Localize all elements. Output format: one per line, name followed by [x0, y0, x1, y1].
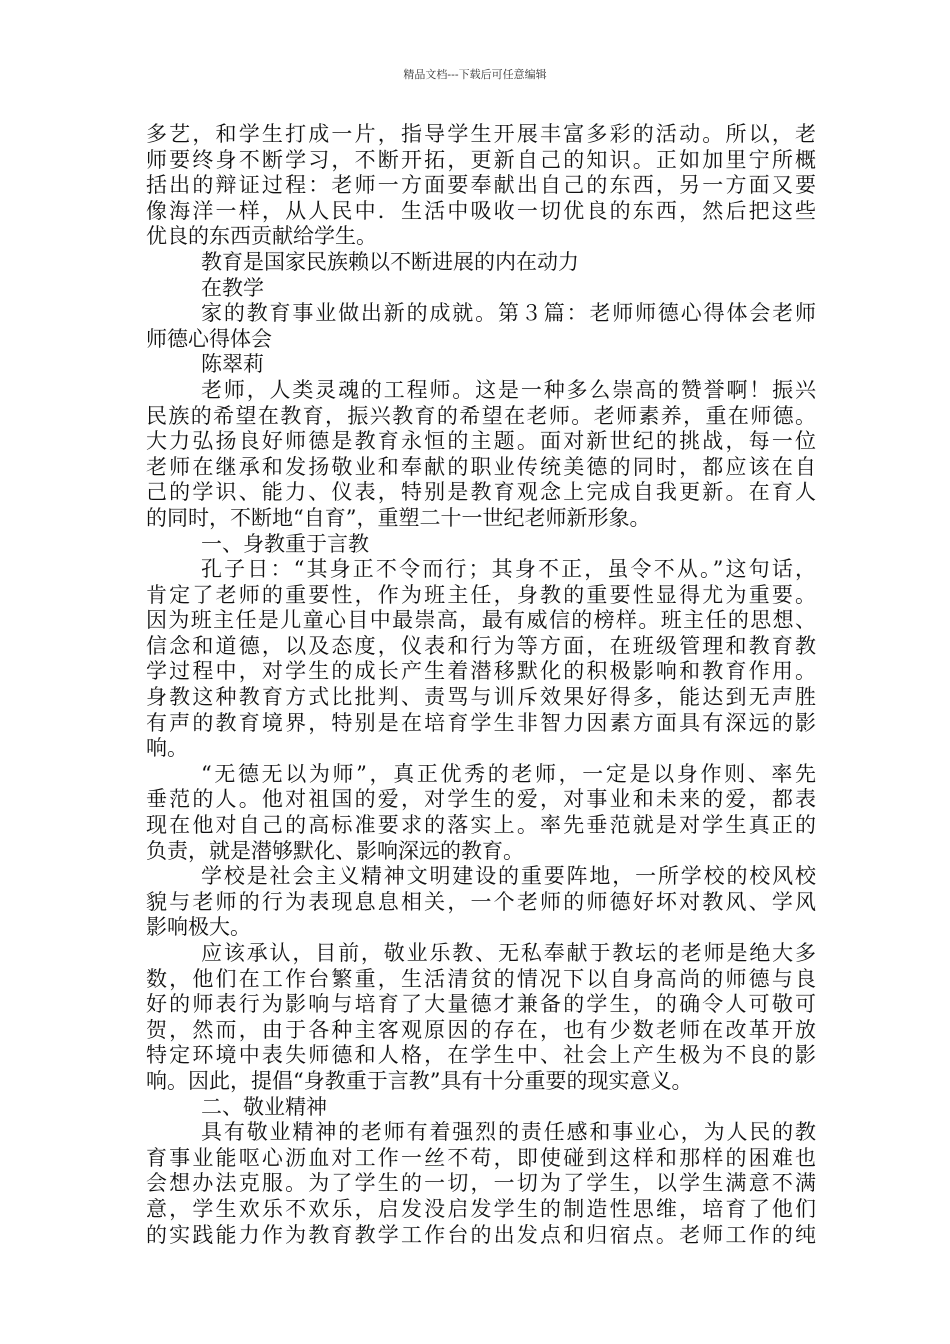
text-line: 响。 [146, 736, 188, 761]
text-line: 一、身教重于言教 [201, 531, 369, 556]
text-line: 的同时，不断地“自育”，重塑二十一世纪老师新形象。 [146, 505, 651, 530]
text-line: 意，学生欢乐不欢乐，启发没启发学生的制造性思维，培育了他们 [146, 1196, 816, 1221]
text-line: 二、敬业精神 [201, 1094, 327, 1119]
text-line: 影响极大。 [146, 915, 251, 940]
text-line: 师德心得体会 [146, 326, 272, 351]
text-line: 特定环境中表失师德和人格，在学生中、社会上产生极为不良的影 [146, 1043, 816, 1068]
page-header: 精品文档---下载后可任意编辑 [403, 68, 547, 81]
document-body [146, 122, 816, 1248]
text-line: 垂范的人。他对祖国的爱，对学生的爱，对事业和未来的爱，都表 [146, 787, 816, 812]
text-line: “无德无以为师”，真正优秀的老师，一定是以身作则、率先 [201, 761, 816, 786]
text-line: 大力弘扬良好师德是教育永恒的主题。面对新世纪的挑战，每一位 [146, 429, 816, 454]
text-line: 教育是国家民族赖以不断进展的内在动力 [201, 249, 579, 274]
text-line: 老师在继承和发扬敬业和奉献的职业传统美德的同时，都应该在自 [146, 454, 816, 479]
text-line: 貌与老师的行为表现息息相关，一个老师的师德好坏对教风、学风 [146, 889, 816, 914]
text-line: 好的师表行为影响与培育了大量德才兼备的学生，的确令人可敬可 [146, 992, 816, 1017]
text-line: 学过程中，对学生的成长产生着潜移默化的积极影响和教育作用。 [146, 659, 816, 684]
text-line: 学校是社会主义精神文明建设的重要阵地，一所学校的校风校 [201, 864, 816, 889]
text-line: 贺，然而，由于各种主客观原因的存在，也有少数老师在改革开放 [146, 1017, 816, 1042]
text-line: 肯定了老师的重要性，作为班主任，身教的重要性显得尤为重要。 [146, 582, 816, 607]
text-line: 有声的教育境界，特别是在培育学生非智力因素方面具有深远的影 [146, 710, 816, 735]
text-line: 陈翠莉 [201, 352, 264, 377]
text-line: 身教这种教育方式比批判、责骂与训斥效果好得多，能达到无声胜 [146, 685, 816, 710]
text-line: 会想办法克服。为了学生的一切，一切为了学生，以学生满意不满 [146, 1171, 816, 1196]
text-line: 多艺，和学生打成一片，指导学生开展丰富多彩的活动。所以，老 [146, 122, 816, 146]
text-line: 孔子日：“其身正不令而行；其身不正，虽令不从。”这句话， [201, 557, 816, 582]
text-line: 数，他们在工作台繁重，生活清贫的情况下以自身高尚的师德与良 [146, 966, 816, 991]
text-line: 在教学 [201, 275, 264, 300]
text-line: 老师，人类灵魂的工程师。这是一种多么崇高的赞誉啊！振兴 [201, 377, 816, 402]
text-line: 应该承认，目前，敬业乐教、无私奉献于教坛的老师是绝大多 [201, 941, 816, 965]
text-line: 优良的东西贡献给学生。 [146, 224, 377, 249]
text-line: 己的学识、能力、仪表，特别是教育观念上完成自我更新。在育人 [146, 480, 816, 505]
text-line: 民族的希望在教育，振兴教育的希望在老师。老师素养，重在师德。 [146, 403, 816, 428]
text-line: 的实践能力作为教育教学工作台的出发点和归宿点。老师工作的纯 [146, 1222, 816, 1247]
text-line: 因为班主任是儿童心目中最崇高，最有威信的榜样。班主任的思想、 [146, 608, 816, 633]
text-line: 像海洋一样，从人民中．生活中吸收一切优良的东西，然后把这些 [146, 198, 816, 223]
text-line: 响。因此，提倡“身教重于言教”具有十分重要的现实意义。 [146, 1068, 693, 1093]
text-line: 信念和道德，以及态度，仪表和行为等方面，在班级管理和教育教 [146, 633, 816, 658]
text-line: 家的教育事业做出新的成就。第３篇：老师师德心得体会老师 [201, 301, 816, 326]
text-line: 括出的辩证过程：老师一方面要奉献出自己的东西，另一方面又要 [146, 173, 816, 198]
text-line: 负责，就是潜够默化、影响深远的教育。 [146, 838, 524, 863]
text-line: 师要终身不断学习，不断开拓，更新自己的知识。正如加里宁所概 [146, 147, 816, 172]
text-line: 育事业能呕心沥血对工作一丝不苟，即使碰到这样和那样的困难也 [146, 1145, 816, 1170]
text-line: 现在他对自己的高标准要求的落实上。率先垂范就是对学生真正的 [146, 813, 816, 838]
text-line: 具有敬业精神的老师有着强烈的责任感和事业心，为人民的教 [201, 1120, 816, 1145]
